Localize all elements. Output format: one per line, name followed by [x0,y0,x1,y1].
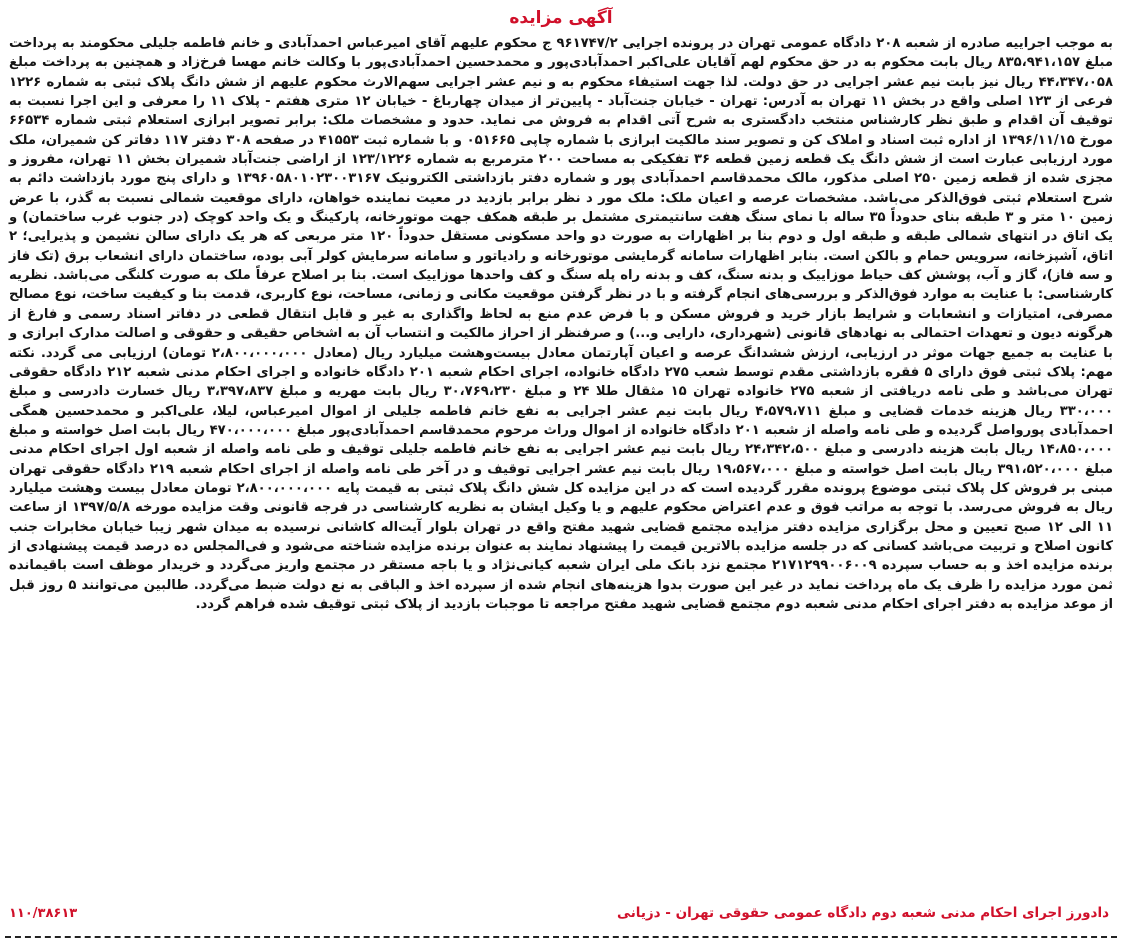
notice-title: آگهی مزایده [509,8,613,28]
reference-number: ۱۱۰/۳۸۶۱۳ [9,905,78,921]
bottom-divider [5,936,1117,938]
auction-notice [5,4,1117,942]
notice-footer [9,902,1109,924]
issuer-signature: دادورز اجرای احکام مدنی شعبه دوم دادگاه عمومی حقوقی تهران - دزیانی [617,905,1109,921]
notice-body: به موجب اجراییه صادره از شعبه ۲۰۸ دادگاه عمومی تهران در پرونده اجرایی ۹۶۱۷۴۷/۲ ج محکوم علیهم آقای امیرعباس احمدآبادی و خانم فاطمه جلیلی محکومند به پرداخت مبلغ ۸۳۵،۹۴۱،۱۵۷ ریال بابت محکوم به در حق محکوم لهم آقایان علی‌اکبر احمدآبادی‌پور و محمدحسین احمدآبادی‌پور با وکالت خانم مهسا فرخ‌زاد و همچنین به پرداخت مبلغ ۴۴،۳۴۷،۰۵۸ ریال نیز بابت نیم عشر اجرایی در حق دولت. لذا جهت استیفاء محکوم به و نیم عشر اجرایی سهم‌الارث محکوم علیهم از شش دانگ پلاک ثبتی به شماره ۱۲۲۶ فرعی از ۱۲۳ اصلی واقع در بخش ۱۱ تهران به آدرس: تهران - خیابان جنت‌آباد - پایین‌تر از میدان چهارباغ - خیابان ۱۲ متری هفتم - پلاک ۱۱ را معرفی و این اجرا نسبت به توقیف آن اقدام و طبق نظر کارشناس منتخب دادگستری به شرح آتی اقدام به فروش می نماید. حدود و مشخصات ملک: برابر تصویر ابرازی استعلام ثبتی شماره ۶۶۵۳۴ مورخ ۱۳۹۶/۱۱/۱۵ از اداره ثبت اسناد و املاک کن و تصویر سند مالکیت ابرازی با شماره چاپی ۰۵۱۶۶۵ و با شماره ثبت ۴۱۵۵۳ در صفحه ۳۰۸ دفتر ۱۱۷ دفاتر کن شمیران، ملک مورد ارزیابی عبارت است از شش دانگ یک قطعه زمین قطعه ۳۶ تفکیکی به مساحت ۲۰۰ مترمربع به شماره ۱۲۳/۱۲۲۶ از اراضی جنت‌آباد شمیران بخش ۱۱ تهران، مفروز و مجزی شده از قطعه زمین ۲۵۰ اصلی مذکور، مالک محمدقاسم احمدآبادی پور و شماره دفتر بازداشتی الکترونیک ۱۳۹۶۰۵۸۰۱۰۲۳۰۰۳۱۶۷ و دارای پنج مورد بازداشت دائم به شرح استعلام ثبتی فوق‌الذکر می‌باشد. مشخصات عرصه و اعیان ملک: ملک مور د نظر برابر بازدید در معیت نماینده خواهان، دارای موقعیت شمالی نسبت به گذر، با عرض زمین ۱۰ متر و ۳ طبقه بنای حدوداً ۳۵ ساله با نمای سنگ هفت سانتیمتری مشتمل بر طبقه همکف جهت موتورخانه، پارکینگ و یک واحد کوچک (در جنوب غرب ساختمان) و یک اتاق در انتهای شمالی طبقه و طبقه اول و دوم بنا بر اظهارات به صورت دو واحد مسکونی مستقل حدوداً ۱۲۰ متر مربعی که هر یک دارای سالن نشیمن و پذیرایی؛ ۲ اتاق، آشپزخانه، سرویس حمام و بالکن است. بنابر اظهارات سامانه گرمایشی موتورخانه و رادیاتور و سامانه سرمایش کولر آبی بوده، ساختمان دارای انشعاب برق (تک فاز و سه فاز)، گاز و آب، پوشش کف حیاط موزاییک و بدنه سنگ، کف و بدنه راه پله سنگ و کف واحدها موزاییک است. بنا بر اصلاح عرفاً ملک به صورت کلنگی می‌باشد. نظریه کارشناسی: با عنایت به موارد فوق‌الذکر و بررسی‌های انجام گرفته و با در نظر گرفتن موقعیت مکانی و زمانی، مساحت، نوع کاربری، قدمت بنا و کیفیت ساخت، نوع مصالح مصرفی، امتیازات و انشعابات و شرایط بازار خرید و فروش مسکن و با فرض عدم منع به لحاظ واگذاری به غیر و قابل انتقال قطعی در دفاتر اسناد رسمی و فارغ از هرگونه دیون و تعهدات احتمالی به نهادهای قانونی (شهرداری، دارایی و...) و صرفنظر از احراز مالکیت و انتساب آن به اشخاص حقیقی و حقوقی و اصالت مدارک ابرازی و با عنایت به جمیع جهات موثر در ارزیابی، ارزش ششدانگ عرصه و اعیان آپارتمان معادل بیست‌وهشت میلیارد ریال (معادل ۲،۸۰۰،۰۰۰،۰۰۰ تومان) ارزیابی می گردد. نکته مهم: پلاک ثبتی فوق دارای ۵ فقره بازداشتی مقدم توسط شعب ۲۷۵ دادگاه خانواده، اجرای احکام شعبه ۲۰۱ دادگاه خانواده و اجرای احکام مدنی شعبه ۲۱۲ دادگاه حقوقی تهران می‌باشد و طی نامه دریافتی از شعبه ۲۷۵ خانواده تهران ۱۵ مثقال طلا ۲۴ و مبلغ ۳۰،۷۶۹،۲۳۰ ریال بابت مهریه و مبلغ ۳،۳۹۷،۸۳۷ ریال خسارت دادرسی و مبلغ ۳۳۰،۰۰۰ ریال هزینه خدمات قضایی و مبلغ ۴،۵۷۹،۷۱۱ ریال بابت نیم عشر اجرایی به نفع خانم فاطمه جلیلی از اموال امیرعباس، لیلا، علی‌اکبر و محمدحسین همگی احمدآبادی پورواصل گردیده و طی نامه واصله از شعبه ۲۰۱ دادگاه خانواده از اموال وراث مرحوم محمدقاسم احمدآبادی‌پور مبلغ ۴۷۰،۰۰۰،۰۰۰ ریال بابت اصل خواسته و مبلغ ۱۴،۸۵۰،۰۰۰ ریال بابت هزینه دادرسی و مبلغ ۲۴،۳۴۲،۵۰۰ ریال بابت نیم عشر اجرایی به نفع خانم فاطمه جلیلی توقیف و طی نامه واصله از شعبه اول اجرای احکام مدنی مبلغ ۳۹۱،۵۲۰،۰۰۰ ریال بابت اصل خواسته و مبلغ ۱۹،۵۶۷،۰۰۰ ریال بابت نیم عشر اجرایی توقیف و در آخر طی نامه واصله از اجرای احکام شعبه ۲۱۹ دادگاه حقوقی تهران مبنی بر فروش کل پلاک ثبتی موضوع پرونده مقرر گردیده است که در این مزایده کل شش دانگ پلاک ثبتی به قیمت پایه ۲،۸۰۰،۰۰۰،۰۰۰ تومان معادل بیست وهشت میلیارد ریال به فروش می‌رسد. با توجه به مراتب فوق و عدم اعتراض محکوم علیهم و یا وکیل ایشان به نظریه کارشناسی در فرجه قانونی وقت مزایده مورخه ۱۳۹۷/۵/۸ از ساعت ۱۱ الی ۱۲ صبح تعیین و محل برگزاری مزایده دفتر مزایده مجتمع قضایی شهید مفتح واقع در تهران بلوار آیت‌اله کاشانی نرسیده به میدان شهر زیبا خیابان مخابرات جنب کانون اصلاح و تربیت می‌باشد کسانی که در جلسه مزایده بالاترین قیمت را پیشنهاد نمایند به عنوان برنده مزایده شناخته می‌شود و فی‌المجلس ده درصد قیمت پیشنهادی از برنده مزایده اخذ و به حساب سپرده ۲۱۷۱۲۹۹۰۰۶۰۰۹ مجتمع نزد بانک ملی ایران شعبه کیانی‌نژاد و یا باجه مستقر در مجتمع واریز می‌گردد و خریدار موظف است باقیمانده ثمن مورد مزایده را ظرف یک ماه پرداخت نماید در غیر این صورت بدوا هزینه‌های انجام شده از سپرده اخذ و الباقی به نع دولت ضبط می‌گردد. طالبین می‌توانند ۵ روز قبل از موعد مزایده به دفتر اجرای احکام مدنی شعبه دوم مجتمع قضایی شهید مفتح مراجعه تا موجبات بازدید از پلاک ثبتی توقیف شده فراهم گردد. [9,36,1114,612]
